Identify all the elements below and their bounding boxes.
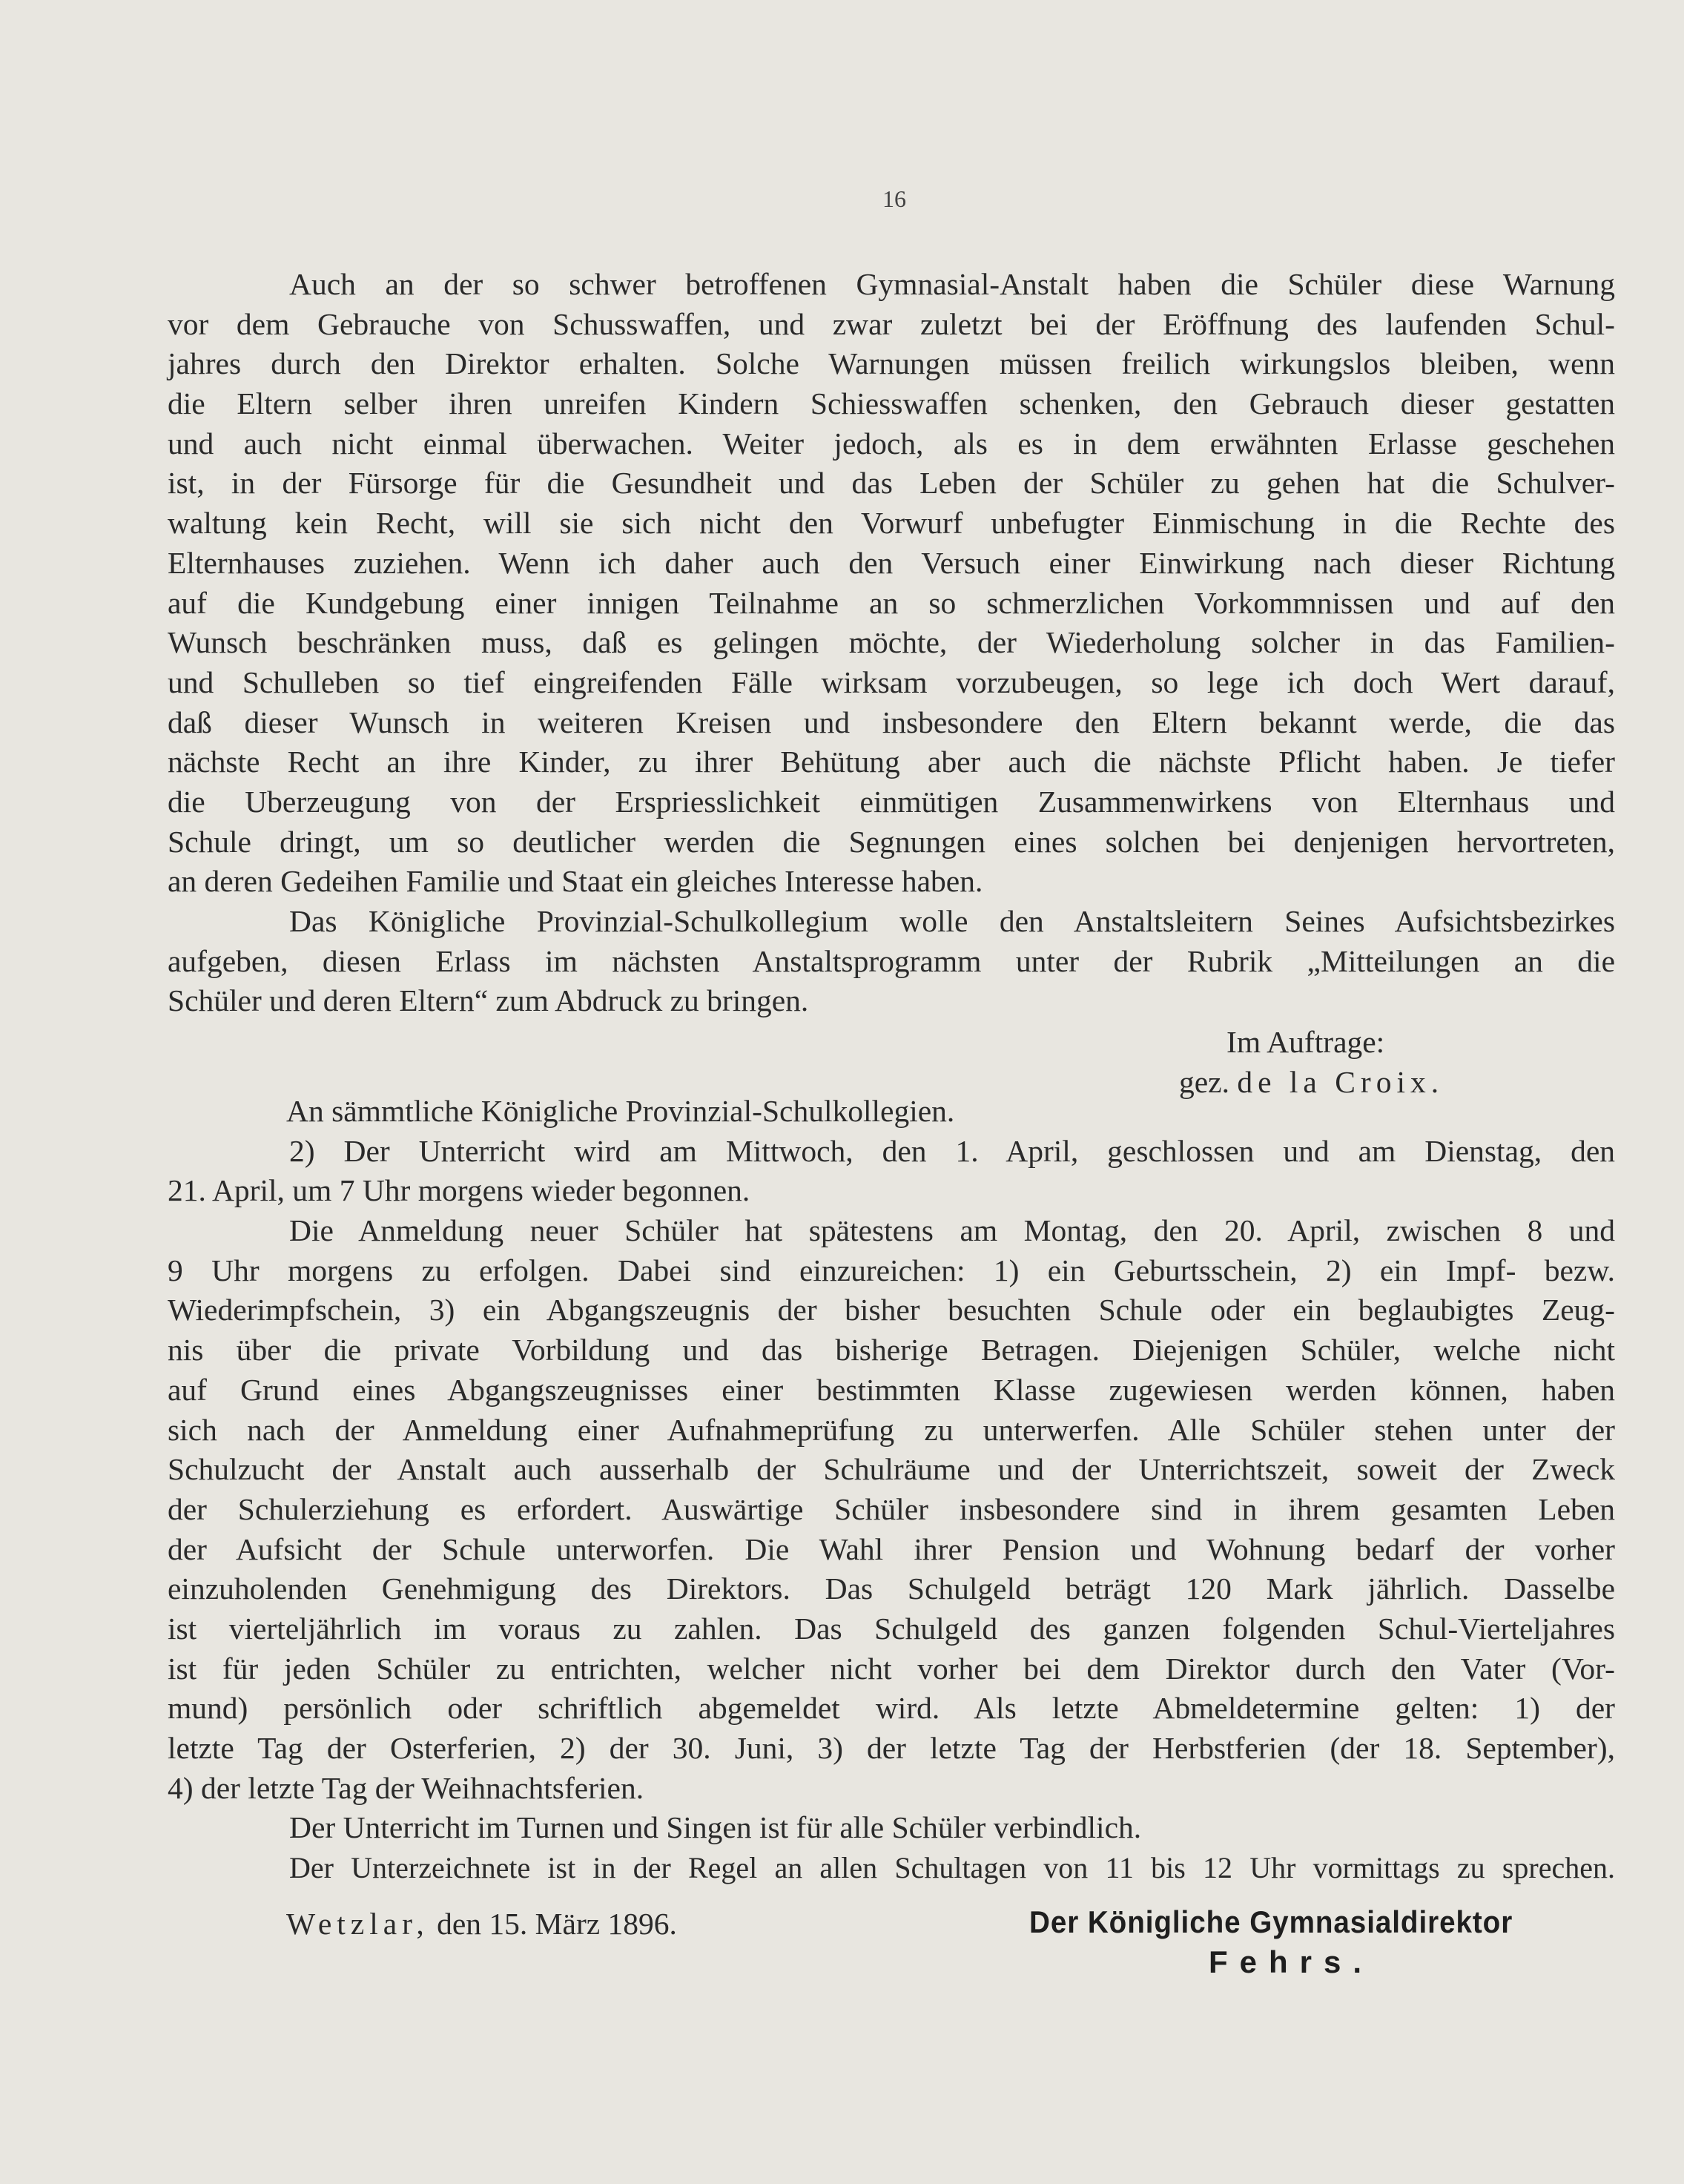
text-line: Schule dringt, um so deutlicher werden die Segnungen eines solchen bei denjenigen hervortreten, bbox=[168, 824, 1615, 859]
text-line: Das Königliche Provinzial-Schulkollegium wolle den Anstaltsleitern Seines Aufsichtsbezirkes bbox=[289, 904, 1615, 938]
text-line: Der Unterzeichnete ist in der Regel an allen Schultagen von 11 bis 12 Uhr vormittags zu sprechen. bbox=[289, 1851, 1615, 1885]
director-title: Der Königliche Gymnasialdirektor bbox=[1029, 1904, 1513, 1939]
text-line: auf Grund eines Abgangszeugnisses einer bestimmten Klasse zugewiesen werden können, haben bbox=[168, 1372, 1615, 1407]
text-line: mund) persönlich oder schriftlich abgemeldet wird. Als letzte Abmeldetermine gelten: 1) der bbox=[168, 1691, 1615, 1726]
text-line: der Schulerziehung es erfordert. Auswärtige Schüler insbesondere sind in ihrem gesamten Leben bbox=[168, 1491, 1615, 1526]
text-line: auf die Kundgebung einer innigen Teilnahme an so schmerzlichen Vorkommnissen und auf den bbox=[168, 585, 1615, 620]
text-line: vor dem Gebrauche von Schusswaffen, und zwar zuletzt bei der Eröffnung des laufenden Schul- bbox=[168, 306, 1615, 341]
recipients-line: An sämmtliche Königliche Provinzial-Schulkollegien. bbox=[286, 1094, 955, 1128]
text-line: die Uberzeugung von der Erspriesslichkeit einmütigen Zusammenwirkens von Elternhaus und bbox=[168, 784, 1615, 819]
text-line: Schüler und deren Eltern“ zum Abdruck zu bringen. bbox=[168, 983, 809, 1018]
text-line: letzte Tag der Osterferien, 2) der 30. Juni, 3) der letzte Tag der Herbstferien (der 18. September), bbox=[168, 1731, 1615, 1765]
place-date bbox=[286, 1906, 677, 1941]
text-line: ist für jeden Schüler zu entrichten, welcher nicht vorher bei dem Direktor durch den Vater (Vor- bbox=[168, 1651, 1615, 1686]
text-line: sich nach der Anmeldung einer Aufnahmeprüfung zu unterwerfen. Alle Schüler stehen unter der bbox=[168, 1412, 1615, 1447]
text-line: aufgeben, diesen Erlass im nächsten Anstaltsprogramm unter der Rubrik „Mitteilungen an die bbox=[168, 943, 1615, 978]
body-text-upper bbox=[168, 265, 1615, 1021]
text-line: die Eltern selber ihren unreifen Kindern Schiesswaffen schenken, den Gebrauch dieser gestatten bbox=[168, 386, 1615, 421]
text-line: Auch an der so schwer betroffenen Gymnasial-Anstalt haben die Schüler diese Warnung bbox=[289, 267, 1615, 301]
text-line: Elternhauses zuziehen. Wenn ich daher auch den Versuch einer Einwirkung nach dieser Richtung bbox=[168, 545, 1615, 580]
text-line: Wiederimpfschein, 3) ein Abgangszeugnis der bisher besuchten Schule oder ein beglaubigtes Zeug- bbox=[168, 1293, 1615, 1327]
text-line: 21. April, um 7 Uhr morgens wieder begonnen. bbox=[168, 1173, 750, 1208]
text-line: der Aufsicht der Schule unterworfen. Die Wahl ihrer Pension und Wohnung bedarf der vorher bbox=[168, 1531, 1615, 1566]
text-line: 9 Uhr morgens zu erfolgen. Dabei sind einzureichen: 1) ein Geburtsschein, 2) ein Impf- bezw. bbox=[168, 1253, 1615, 1287]
text-line: jahres durch den Direktor erhalten. Solche Warnungen müssen freilich wirkungslos bleiben, wenn bbox=[168, 346, 1615, 381]
body-text-lower bbox=[168, 1092, 1615, 1888]
text-line: nis über die private Vorbildung und das bisherige Betragen. Diejenigen Schüler, welche nicht bbox=[168, 1333, 1615, 1368]
place-name: Wetzlar, bbox=[286, 1907, 429, 1941]
text-line: Der Unterricht im Turnen und Singen ist für alle Schüler verbindlich. bbox=[289, 1810, 1142, 1845]
text-line: waltung kein Recht, will sie sich nicht den Vorwurf unbefugter Einmischung in die Rechte des bbox=[168, 506, 1615, 541]
text-line: nächste Recht an ihre Kinder, zu ihrer Behütung aber auch die nächste Pflicht haben. Je tiefer bbox=[168, 745, 1615, 779]
text-line: Die Anmeldung neuer Schüler hat spätestens am Montag, den 20. April, zwischen 8 und bbox=[289, 1213, 1615, 1248]
text-line: Wunsch beschränken muss, daß es gelingen möchte, der Wiederholung solcher in das Familien- bbox=[168, 625, 1615, 660]
text-line: an deren Gedeihen Familie und Staat ein gleiches Interesse haben. bbox=[168, 864, 983, 899]
date-text: den 15. März 1896. bbox=[437, 1907, 677, 1941]
gez-abbrev: gez. bbox=[1179, 1065, 1229, 1099]
text-line: und auch nicht einmal überwachen. Weiter jedoch, als es in dem erwähnten Erlasse geschehen bbox=[168, 426, 1615, 461]
text-line: ist, in der Fürsorge für die Gesundheit und das Leben der Schüler zu gehen hat die Schulver- bbox=[168, 466, 1615, 501]
director-name: Fehrs. bbox=[1209, 1944, 1374, 1979]
text-line: 2) Der Unterricht wird am Mittwoch, den 1. April, geschlossen und am Dienstag, den bbox=[289, 1133, 1615, 1168]
page-number: 16 bbox=[882, 185, 906, 212]
im-auftrage: Im Auftrage: bbox=[1226, 1025, 1385, 1059]
text-line: daß dieser Wunsch in weiteren Kreisen und insbesondere den Eltern bekannt werde, die das bbox=[168, 705, 1615, 739]
text-line: 4) der letzte Tag der Weihnachtsferien. bbox=[168, 1770, 644, 1805]
text-line: ist vierteljährlich im voraus zu zahlen. Das Schulgeld des ganzen folgenden Schul-Vierteljahres bbox=[168, 1611, 1615, 1646]
text-line: einzuholenden Genehmigung des Direktors. Das Schulgeld beträgt 120 Mark jährlich. Dasselbe bbox=[168, 1571, 1615, 1606]
text-line: Schulzucht der Anstalt auch ausserhalb der Schulräume und der Unterrichtszeit, soweit der Zweck bbox=[168, 1452, 1615, 1487]
text-line: und Schulleben so tief eingreifenden Fälle wirksam vorzubeugen, so lege ich doch Wert darauf, bbox=[168, 664, 1615, 699]
signer-name: de la Croix. bbox=[1237, 1065, 1444, 1099]
